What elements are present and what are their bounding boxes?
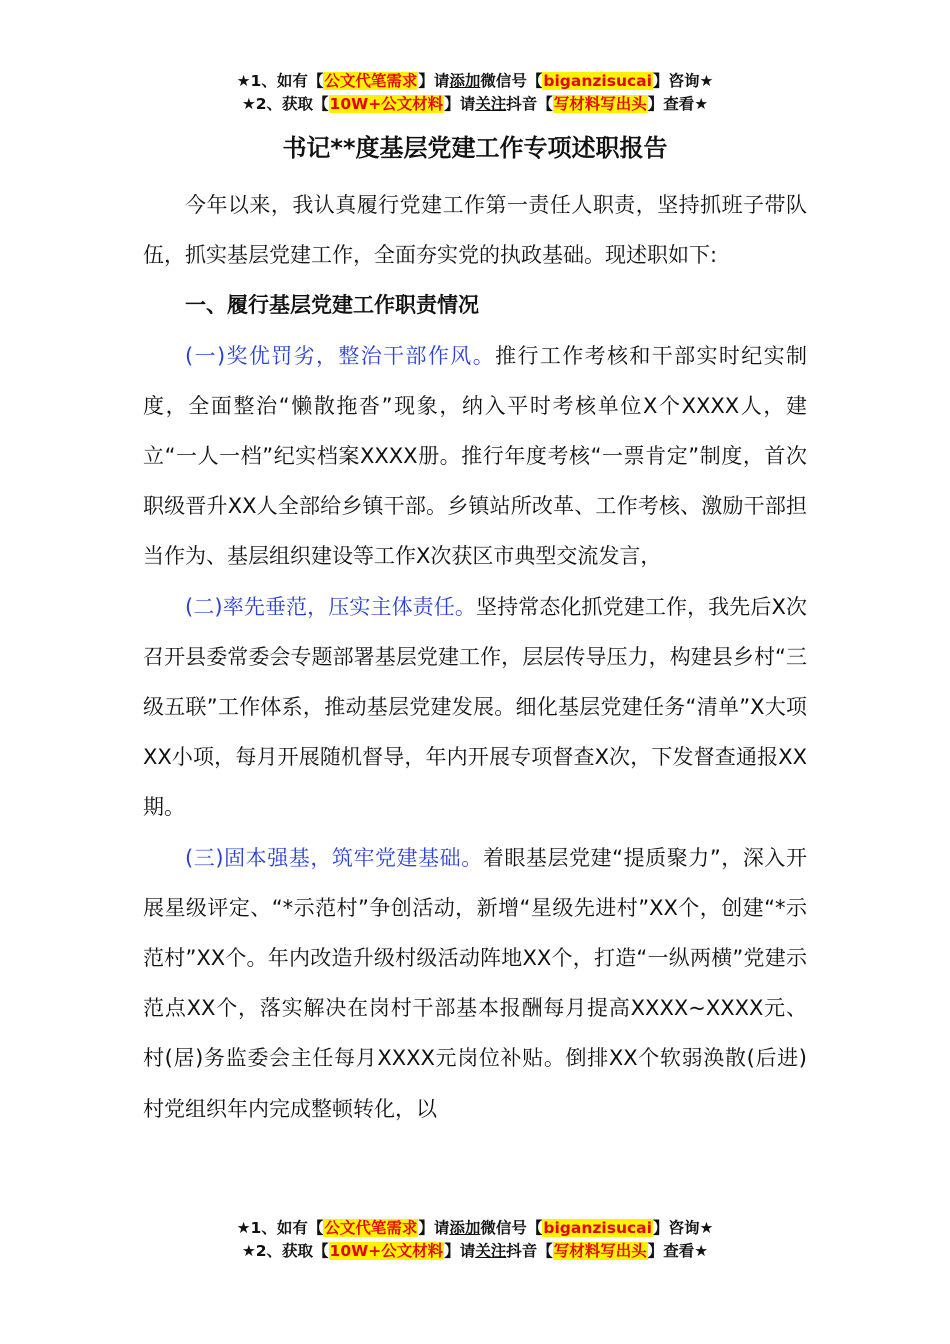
paragraph-item-3 xyxy=(143,833,807,1134)
promo-douyin-id: 写材料写出头 xyxy=(553,1242,647,1260)
promo-highlight: 10W+公文材料 xyxy=(329,1242,444,1260)
item-text: 着眼基层党建“提质聚力”，深入开展星级评定、“*示范村”争创活动，新增“星级先进村”XX个，创建“*示范村”XX个。年内改造升级村级活动阵地XX个，打造“一纵两横”党建示范点XX个，落实解决在岗村干部基本报酬每月提高XXXX~XXXX元、村(居)务监委会主任每月XXXX元岗位补贴。倒排XX个软弱涣散(后进)村党组织年内完成整顿转化，以 xyxy=(143,845,807,1121)
promo-text: 】请 xyxy=(418,72,450,90)
promo-wechat-id: biganzisucai xyxy=(543,72,652,90)
item-lead: (二)率先垂范，压实主体责任。 xyxy=(185,594,476,619)
promo-text: ★1、如有【 xyxy=(236,72,324,90)
footer-promo-banner xyxy=(0,1217,950,1263)
promo-douyin-id: 写材料写出头 xyxy=(553,95,647,113)
promo-highlight: 公文代笔需求 xyxy=(324,72,418,90)
paragraph-item-1 xyxy=(143,331,807,582)
item-text: 坚持常态化抓党建工作，我先后X次召开县委常委会专题部署基层党建工作，层层传导压力，构建县乡村“三级五联”工作体系，推动基层党建发展。细化基层党建任务“清单”X大项XX小项，每月开展随机督导，年内开展专项督查X次，下发督查通报XX期。 xyxy=(143,594,807,820)
promo-text: 】咨询★ xyxy=(652,1219,714,1237)
document-title: 书记**度基层党建工作专项述职报告 xyxy=(282,134,668,162)
promo-text: 】请 xyxy=(418,1219,450,1237)
promo-highlight: 10W+公文材料 xyxy=(329,95,444,113)
promo-wechat-id: biganzisucai xyxy=(543,1219,652,1237)
promo-underlined: 添加 xyxy=(449,1219,481,1237)
item-lead: (三)固本强基，筑牢党建基础。 xyxy=(185,845,483,870)
intro-paragraph: 今年以来，我认真履行党建工作第一责任人职责，坚持抓班子带队伍，抓实基层党建工作，全面夯实党的执政基础。现述职如下: xyxy=(143,193,807,268)
promo-highlight: 公文代笔需求 xyxy=(324,1219,418,1237)
promo-text: 微信号【 xyxy=(480,1219,543,1237)
section-heading: 一、履行基层党建工作职责情况 xyxy=(185,293,479,318)
promo-text: ★2、获取【 xyxy=(241,95,329,113)
promo-text: ★2、获取【 xyxy=(241,1242,329,1260)
promo-text: ★1、如有【 xyxy=(236,1219,324,1237)
header-promo-banner xyxy=(0,70,950,116)
promo-text: 】请 xyxy=(444,1242,476,1260)
promo-text: 】咨询★ xyxy=(652,72,714,90)
promo-text: 抖音【 xyxy=(506,95,553,113)
promo-text: 】查看★ xyxy=(647,95,709,113)
promo-text: 抖音【 xyxy=(506,1242,553,1260)
item-text: 推行工作考核和干部实时纪实制度，全面整治“懒散拖沓”现象，纳入平时考核单位X个XXXX人，建立“一人一档”纪实档案XXXX册。推行年度考核“一票肯定”制度，首次职级晋升XX人全部给乡镇干部。乡镇站所改革、工作考核、激励干部担当作为、基层组织建设等工作X次获区市典型交流发言， xyxy=(143,343,808,569)
promo-text: 微信号【 xyxy=(480,72,543,90)
promo-line-1 xyxy=(0,1217,950,1240)
promo-line-1 xyxy=(0,70,950,93)
promo-text: 】请 xyxy=(444,95,476,113)
promo-text: 】查看★ xyxy=(647,1242,709,1260)
promo-line-2 xyxy=(0,93,950,116)
document-body xyxy=(143,180,807,1134)
promo-underlined: 关注 xyxy=(475,95,507,113)
promo-line-2 xyxy=(0,1240,950,1263)
paragraph-item-2 xyxy=(143,582,807,833)
promo-underlined: 添加 xyxy=(449,72,481,90)
item-lead: (一)奖优罚劣，整治干部作风。 xyxy=(185,343,496,368)
promo-underlined: 关注 xyxy=(475,1242,507,1260)
